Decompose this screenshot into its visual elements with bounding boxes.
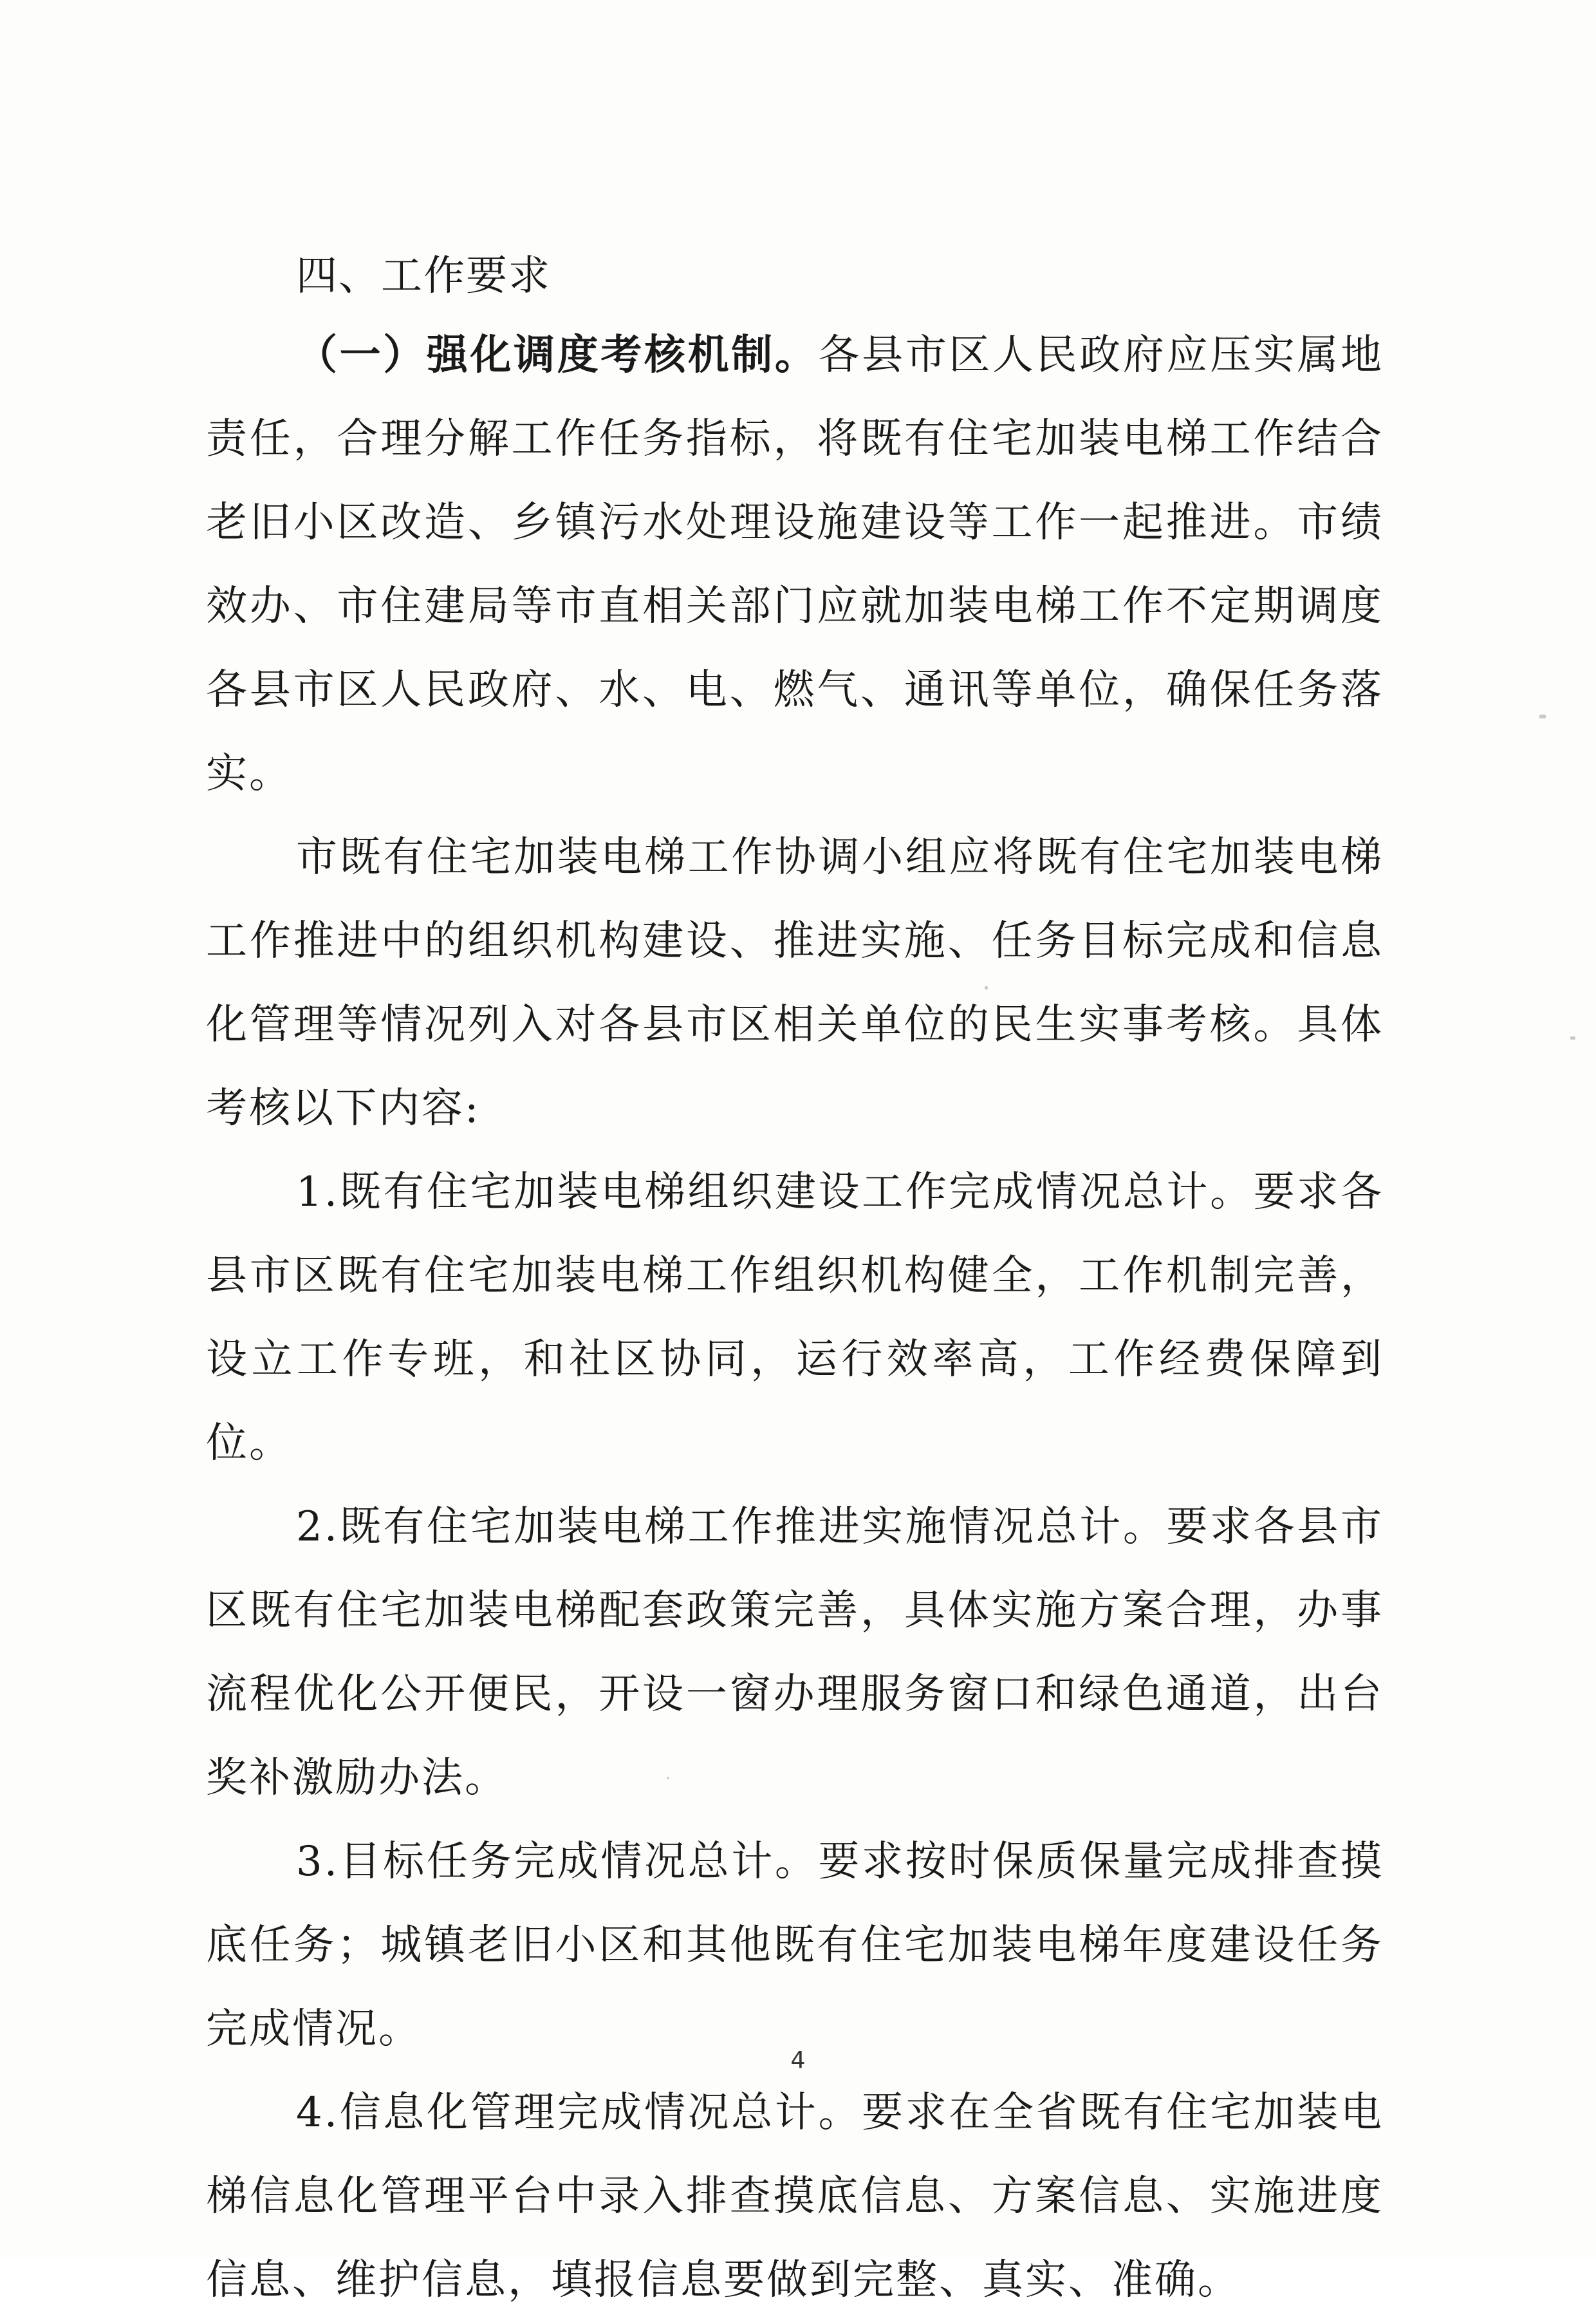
scan-speck (667, 1777, 669, 1779)
paragraph-text: 各县市区人民政府应压实属地责任，合理分解工作任务指标，将既有住宅加装电梯工作结合老旧小区改造、乡镇污水处理设施建设等工作一起推进。市绩效办、市住建局等市直相关部门应就加装电梯工作不定期调度各县市区人民政府、水、电、燃气、通讯等单位，确保任务落实。 (206, 332, 1384, 798)
paragraph-text: 市既有住宅加装电梯工作协调小组应将既有住宅加装电梯工作推进中的组织机构建设、推进实施、任务目标完成和信息化管理等情况列入对各县市区相关单位的民生实事考核。具体考核以下内容: (206, 834, 1384, 1132)
paragraph-dispatch-assessment (206, 314, 1384, 816)
page-number: 4 (790, 2047, 806, 2074)
paragraph-text: 3.目标任务完成情况总计。要求按时保质保量完成排查摸底任务；城镇老旧小区和其他既有住宅加装电梯年度建设任务完成情况。 (206, 1838, 1384, 2053)
document-body (206, 239, 1384, 2322)
scan-speck (985, 986, 988, 989)
scan-speck (1570, 1036, 1575, 1040)
paragraph-item-1 (206, 1150, 1384, 1485)
paragraph-text: 1.既有住宅加装电梯组织建设工作完成情况总计。要求各县市区既有住宅加装电梯工作组织机构健全，工作机制完善，设立工作专班，和社区协同，运行效率高，工作经费保障到位。 (206, 1168, 1384, 1467)
paragraph-assessment-scope (206, 816, 1384, 1150)
paragraph-item-3 (206, 1820, 1384, 2071)
paragraph-text: 2.既有住宅加装电梯工作推进实施情况总计。要求各县市区既有住宅加装电梯配套政策完善，具体实施方案合理，办事流程优化公开便民，开设一窗办理服务窗口和绿色通道，出台奖补激励办法。 (206, 1503, 1384, 1802)
scan-speck (1539, 715, 1546, 718)
paragraph-lead: （一）强化调度考核机制。 (296, 331, 819, 379)
paragraph-text: 4.信息化管理完成情况总计。要求在全省既有住宅加装电梯信息化管理平台中录入排查摸底信息、方案信息、实施进度信息、维护信息，填报信息要做到完整、真实、准确。 (206, 2089, 1384, 2304)
section-heading: 四、工作要求 (296, 252, 551, 300)
paragraph-item-2 (206, 1485, 1384, 1820)
paragraph-item-4 (206, 2071, 1384, 2322)
